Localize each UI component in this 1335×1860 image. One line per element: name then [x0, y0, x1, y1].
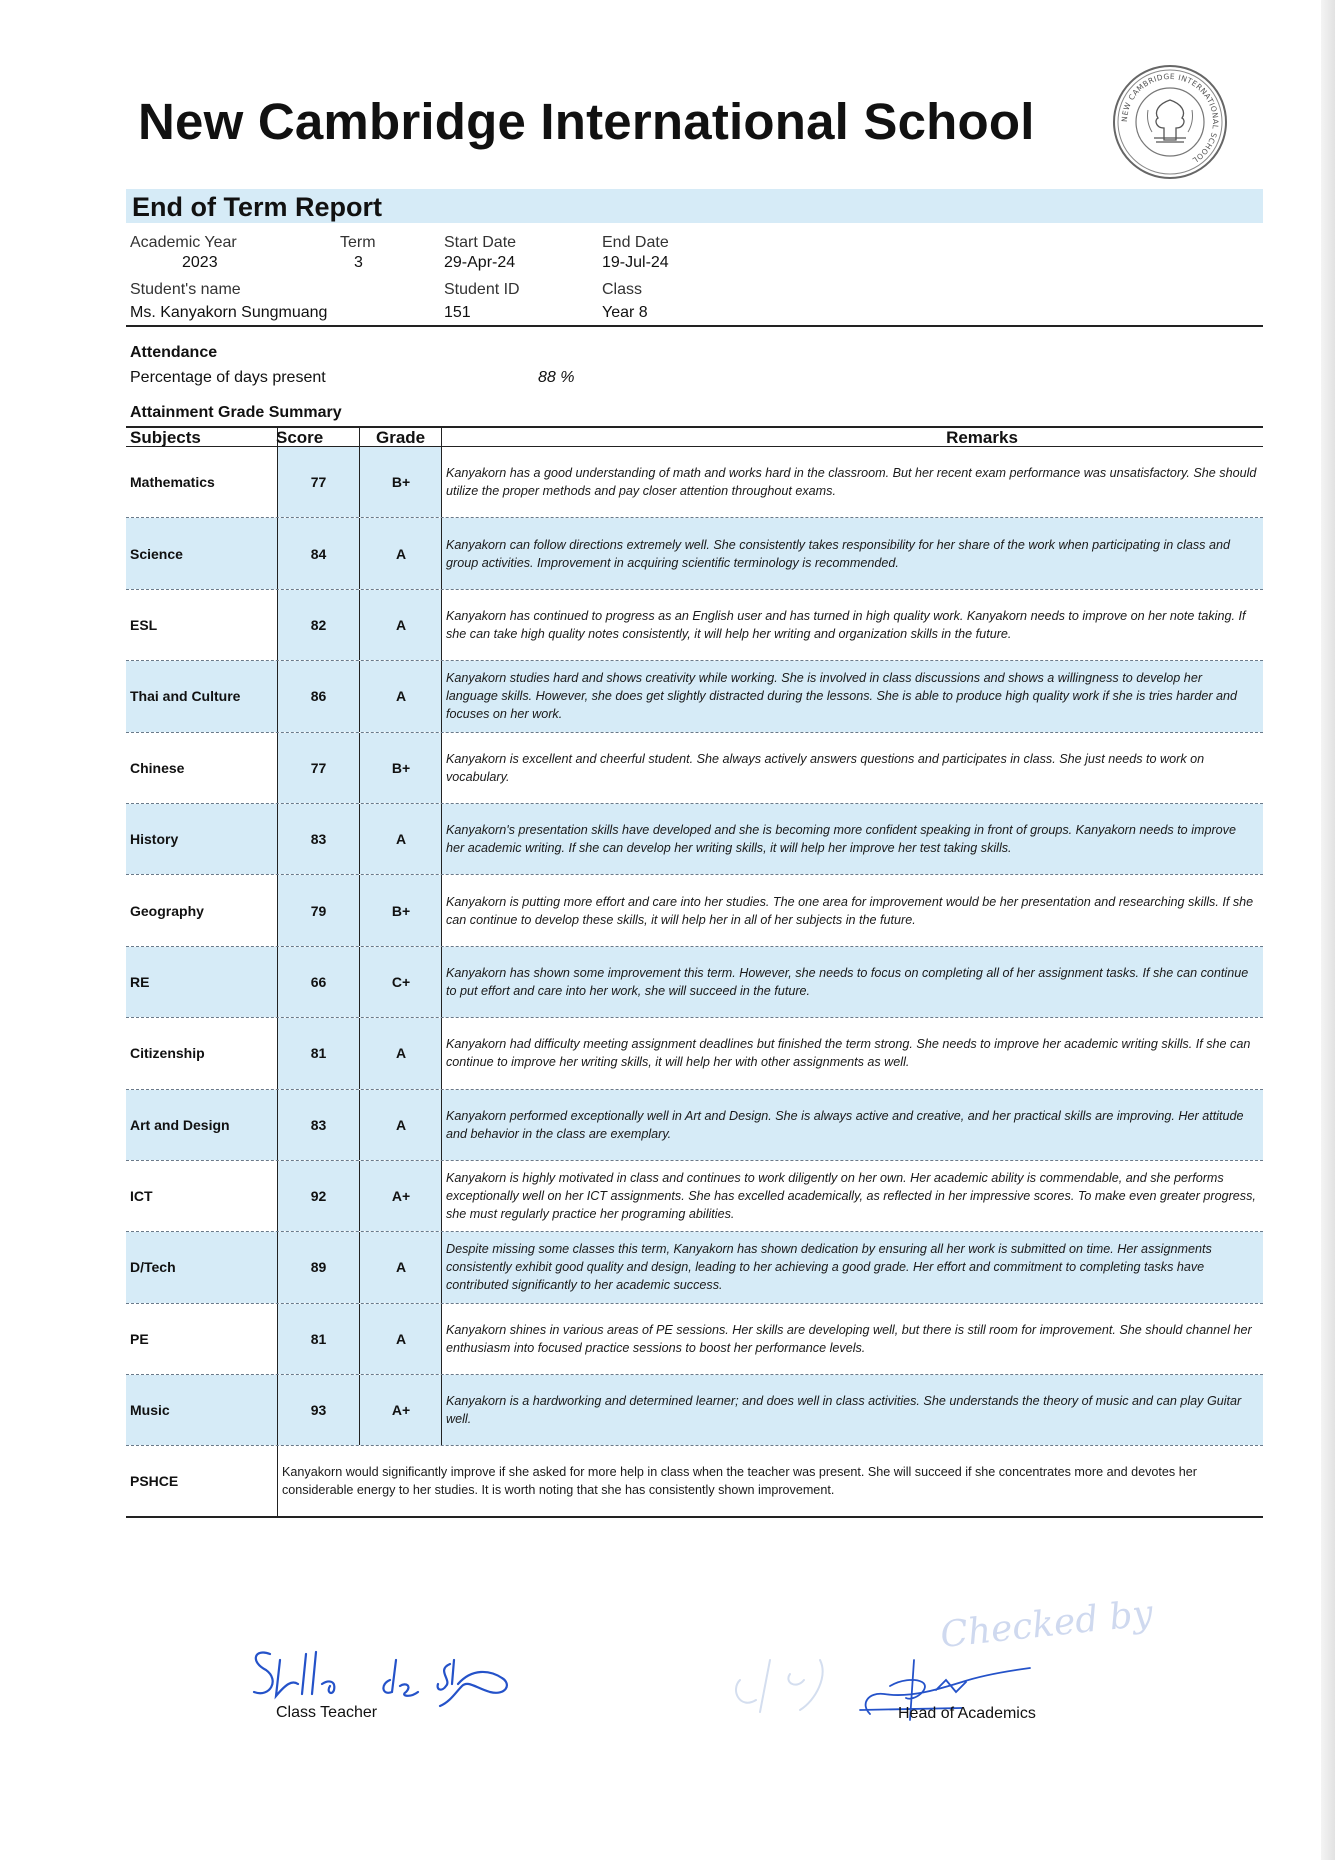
col-score: Score	[276, 428, 324, 447]
grade-table	[126, 426, 1263, 1518]
grade-value: C+	[391, 973, 411, 990]
subject-cell: PSHCE	[130, 1473, 179, 1490]
subject-cell: ICT	[130, 1188, 153, 1205]
class-teacher-signature	[240, 1640, 570, 1710]
subject-cell: Chinese	[130, 759, 185, 776]
remarks-cell: Kanyakorn has a good understanding of math and works hard in the classroom. But her recent exam performance was unsatisfactory. She should utilize the proper methods and pay closer attention throughout exams.	[441, 447, 1263, 517]
grade-value: A	[395, 1045, 407, 1062]
grade-value: A	[395, 1259, 407, 1276]
score-cell: 84	[277, 518, 359, 588]
grade-value: B+	[391, 902, 411, 919]
remarks-cell: Kanyakorn is putting more effort and care into her studies. The one area for improvement would be her presentation and researching skills. If she can continue to develop these skills, it will help her in all of her subjects in the future.	[441, 875, 1263, 945]
remarks-cell: Kanyakorn studies hard and shows creativity while working. She is involved in class discussions and shows a willingness to develop her language skills. However, she does get slightly distracted during the lessons. She is able to produce high quality work if she is tries harder and focuses on her work.	[441, 661, 1263, 731]
info-divider	[126, 325, 1263, 327]
table-row	[126, 947, 1263, 1018]
table-row	[126, 1304, 1263, 1375]
grade-cell	[359, 447, 441, 517]
class-label: Class	[602, 281, 643, 298]
report-title-banner	[126, 189, 1263, 223]
report-title: End of Term Report	[132, 192, 383, 222]
table-row-pshce	[126, 1446, 1263, 1517]
attendance-value: 88 %	[538, 369, 575, 386]
remarks-cell: Kanyakorn had difficulty meeting assignment deadlines but finished the term strong. She needs to improve her academic writing skills. If she can continue to improve her writing skills, it will help her with other assignments as well.	[441, 1018, 1263, 1088]
subject-cell: Music	[126, 1375, 277, 1445]
score-cell: 82	[277, 590, 359, 660]
remarks-cell: Kanyakorn's presentation skills have developed and she is becoming more confident speaking in front of groups. Kanyakorn needs to improve her academic writing. If she can develop her writing skills, it will help her improve her test taking skills.	[441, 804, 1263, 874]
score-cell: 77	[277, 733, 359, 803]
table-row	[126, 1090, 1263, 1161]
student-name-value: Ms. Kanyakorn Sungmuang	[130, 304, 328, 321]
remarks-cell: Kanyakorn shines in various areas of PE sessions. Her skills are developing well, but there is still room for improvement. She should channel her enthusiasm into focused practice sessions to boost her performance levels.	[441, 1304, 1263, 1374]
grade-cell	[359, 661, 441, 731]
student-id-label: Student ID	[444, 281, 520, 298]
table-row	[126, 1018, 1263, 1089]
grade-cell	[359, 947, 441, 1017]
table-header	[126, 426, 1263, 447]
start-date-label: Start Date	[444, 234, 517, 251]
remarks-cell: Despite missing some classes this term, Kanyakorn has shown dedication by ensuring all her work is submitted on time. Her assignments consistently exhibit good quality and design, leading to her achieving a good grade. Her effort and commitment to completing tasks have contributed significantly to her academic success.	[441, 1232, 1263, 1302]
grade-value: A	[395, 616, 407, 633]
score-cell: 83	[277, 804, 359, 874]
subject-cell: Mathematics	[130, 474, 215, 491]
subject-cell: Art and Design	[126, 1090, 277, 1160]
grade-value: A	[395, 1116, 407, 1133]
head-of-academics-label: Head of Academics	[898, 1705, 1036, 1722]
page-edge	[1321, 0, 1335, 1860]
grade-value: A	[395, 688, 407, 705]
table-row	[126, 804, 1263, 875]
grade-value: A+	[391, 1188, 411, 1205]
col-remarks: Remarks	[946, 428, 1018, 447]
school-name: New Cambridge International School	[138, 93, 1035, 150]
subject-cell: Thai and Culture	[126, 661, 277, 731]
grade-value: A	[395, 545, 407, 562]
score-cell: 77	[277, 447, 359, 517]
remarks-cell: Kanyakorn has shown some improvement this term. However, she needs to focus on completing all of her assignment tasks. If she can continue to put effort and care into her work, she will succeed in the future.	[441, 947, 1263, 1017]
subject-cell: Citizenship	[130, 1045, 205, 1062]
remarks-cell: Kanyakorn has continued to progress as an English user and has turned in high quality work. Kanyakorn needs to improve on her note taking. If she can take high quality notes consistently, it will help her writing and organization skills in the future.	[441, 590, 1263, 660]
attendance-heading: Attendance	[130, 344, 218, 361]
remarks-cell: Kanyakorn would significantly improve if she asked for more help in class when the teacher was present. She will succeed if she concentrates more and devotes her considerable energy to her studies. It is worth noting that she has consistently shown improvement.	[277, 1446, 1263, 1515]
student-name-label: Student's name	[130, 281, 241, 298]
score-cell: 81	[277, 1304, 359, 1374]
table-row	[126, 733, 1263, 804]
col-subjects: Subjects	[130, 428, 201, 447]
score-cell: 92	[277, 1161, 359, 1231]
attendance-label: Percentage of days present	[130, 369, 326, 386]
term-value: 3	[354, 254, 363, 271]
remarks-cell: Kanyakorn can follow directions extremely well. She consistently takes responsibility for her share of the work when participating in class and group activities. Improvement in acquiring scientific terminology is recommended.	[441, 518, 1263, 588]
grade-cell	[359, 1232, 441, 1302]
grade-cell	[359, 804, 441, 874]
subject-cell: History	[126, 804, 277, 874]
table-row	[126, 661, 1263, 732]
grade-cell	[359, 733, 441, 803]
grade-cell	[359, 875, 441, 945]
subject-cell: ESL	[130, 616, 158, 633]
table-row	[126, 875, 1263, 946]
end-date-value: 19-Jul-24	[602, 254, 669, 271]
grade-cell	[359, 590, 441, 660]
grade-value: A	[395, 831, 407, 848]
subject-cell: D/Tech	[126, 1232, 277, 1302]
subject-cell: RE	[126, 947, 277, 1017]
grade-cell	[359, 1090, 441, 1160]
score-cell: 89	[277, 1232, 359, 1302]
grade-cell	[359, 518, 441, 588]
table-row	[126, 518, 1263, 589]
seal-text: NEW CAMBRIDGE INTERNATIONAL SCHOOL	[1119, 71, 1221, 166]
table-row	[126, 1232, 1263, 1303]
grade-summary-heading: Attainment Grade Summary	[130, 404, 342, 421]
term-label: Term	[340, 234, 376, 251]
svg-text:NEW CAMBRIDGE INTERNATIONAL SC	[1120, 72, 1220, 165]
grade-cell	[359, 1018, 441, 1088]
grade-value: B+	[391, 759, 411, 776]
table-row	[126, 590, 1263, 661]
start-date-value: 29-Apr-24	[444, 254, 516, 271]
score-cell: 66	[277, 947, 359, 1017]
remarks-cell: Kanyakorn is excellent and cheerful student. She always actively answers questions and participates in class. She just needs to work on vocabulary.	[441, 733, 1263, 803]
grade-cell	[359, 1161, 441, 1231]
table-row	[126, 1375, 1263, 1446]
grade-cell	[359, 1304, 441, 1374]
score-cell: 81	[277, 1018, 359, 1088]
col-grade: Grade	[376, 428, 426, 447]
subject-cell: Science	[126, 518, 277, 588]
student-id-value: 151	[444, 304, 471, 321]
end-date-label: End Date	[602, 234, 669, 251]
subject-cell: Geography	[130, 902, 204, 919]
academic-year-label: Academic Year	[130, 234, 237, 251]
grade-rows	[126, 447, 1263, 1518]
remarks-cell: Kanyakorn is a hardworking and determined learner; and does well in class activities. She understands the theory of music and can play Guitar well.	[441, 1375, 1263, 1445]
checked-by-note: Checked by	[938, 1592, 1155, 1657]
grade-value: A	[395, 1330, 407, 1347]
grade-cell	[359, 1375, 441, 1445]
academic-year-value: 2023	[182, 254, 218, 271]
subject-cell: PE	[130, 1330, 149, 1347]
remarks-cell: Kanyakorn performed exceptionally well in Art and Design. She is always active and creative, and her practical skills are improving. Her attitude and behavior in the class are exemplary.	[441, 1090, 1263, 1160]
score-cell: 83	[277, 1090, 359, 1160]
score-cell: 79	[277, 875, 359, 945]
school-seal-icon	[1110, 62, 1230, 182]
class-value: Year 8	[602, 304, 648, 321]
table-row	[126, 447, 1263, 518]
score-cell: 93	[277, 1375, 359, 1445]
score-cell: 86	[277, 661, 359, 731]
remarks-cell: Kanyakorn is highly motivated in class and continues to work diligently on her own. Her academic ability is commendable, and she performs exceptionally well on her ICT assignments. She has excelled academically, as reflected in her impressive scores. To make even greater progress, she must regularly practice her programing abilities.	[441, 1161, 1263, 1231]
grade-value: B+	[391, 474, 411, 491]
class-teacher-label: Class Teacher	[276, 1704, 378, 1721]
grade-value: A+	[391, 1402, 411, 1419]
table-row	[126, 1161, 1263, 1232]
